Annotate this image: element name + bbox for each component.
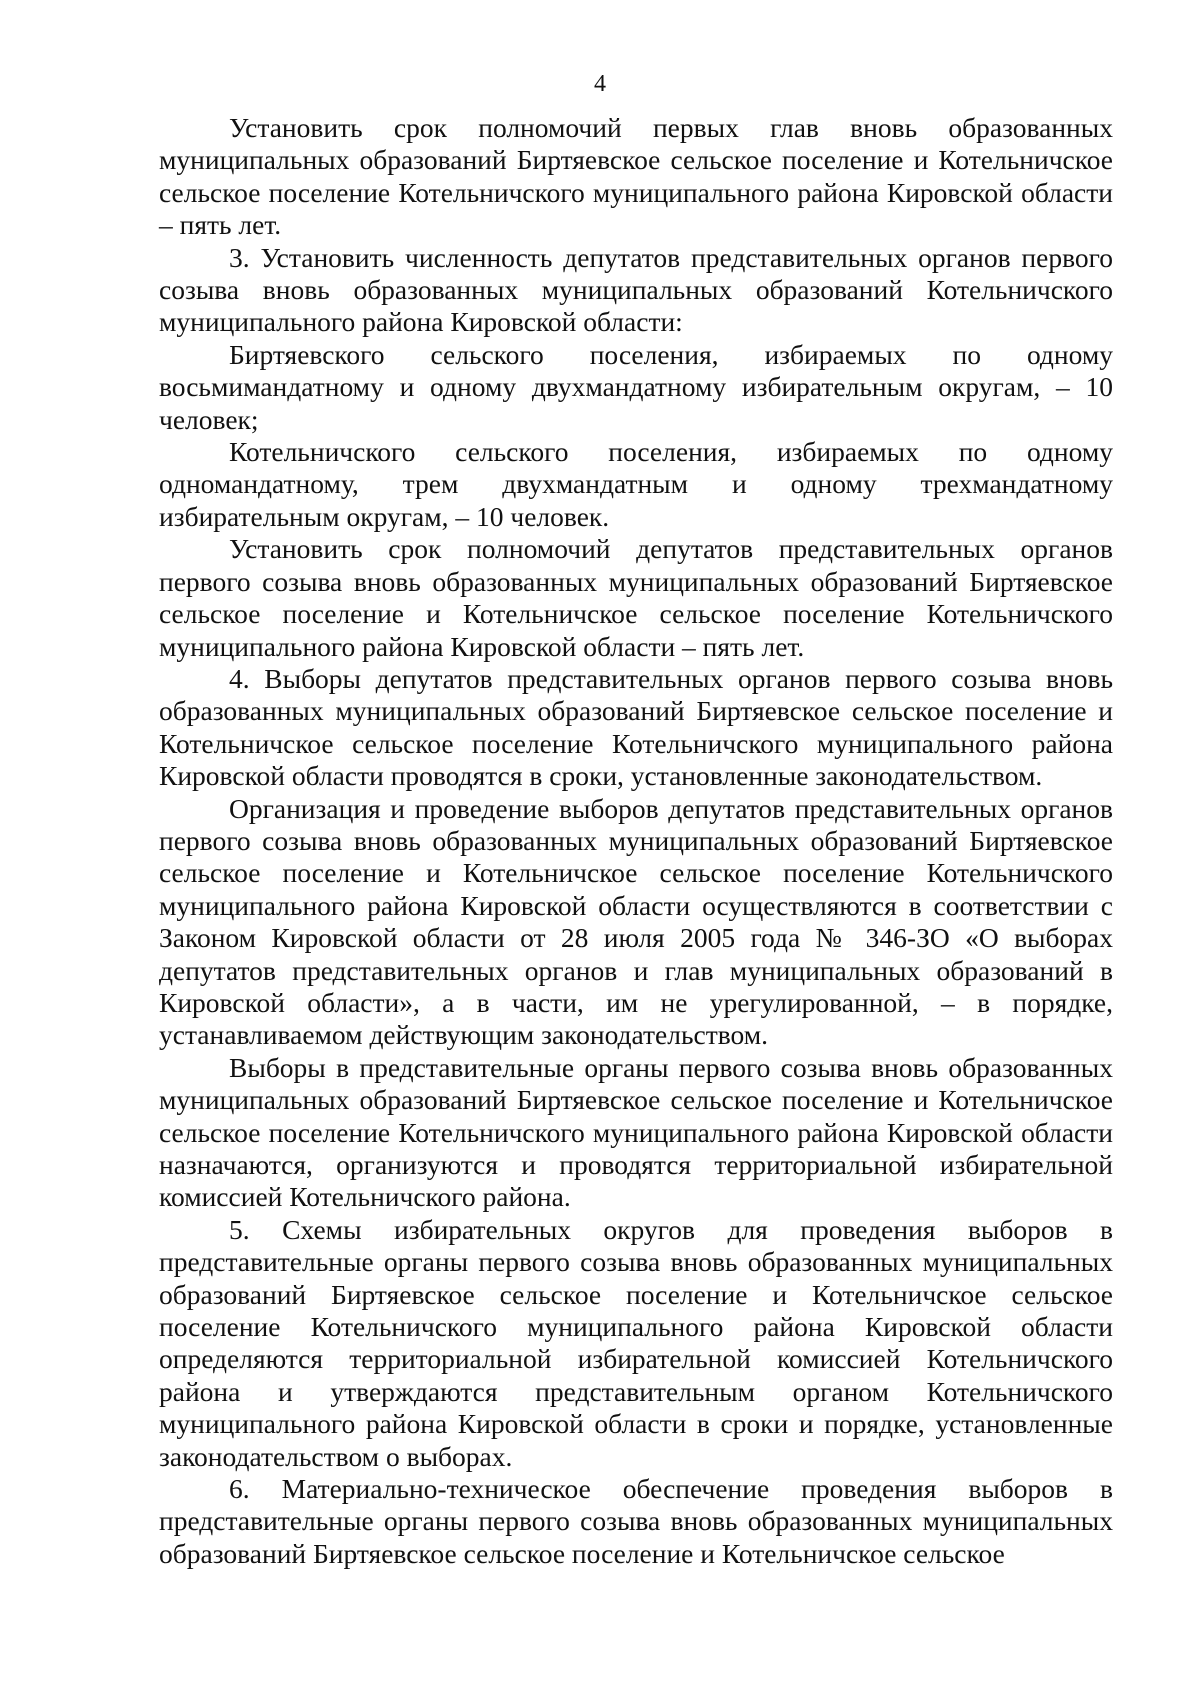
paragraph-3-deputies-count: 3. Установить численность депутатов представительных органов первого созыва вновь образованных муниципальных образований Котельничского муниципального района Кировской области:: [159, 241, 1113, 338]
paragraph-organization-of-elections: Организация и проведение выборов депутатов представительных органов первого созыва вновь образованных муниципальных образований Биртяевское сельское поселение и Котельничское сельское поселение Котельничского муниципального района Кировской области осуществляются в соответствии с Законом Кировской области от 28 июля 2005 года № 346-ЗО «О выборах депутатов представительных органов и глав муниципальных образований в Кировской области», а в части, им не урегулированной, – в порядке, устанавливаемом действующим законодательством.: [159, 792, 1113, 1051]
page-number: 4: [594, 71, 606, 97]
paragraph-elections-commission: Выборы в представительные органы первого созыва вновь образованных муниципальных образований Биртяевское сельское поселение и Котельничское сельское поселение Котельничского муниципального района Кировской области назначаются, организуются и проводятся территориальной избирательной комиссией Котельничского района.: [159, 1051, 1113, 1213]
paragraph-5-district-schemes: 5. Схемы избирательных округов для проведения выборов в представительные органы первого созыва вновь образованных муниципальных образований Биртяевское сельское поселение и Котельничское сельское поселение Котельничского муниципального района Кировской области определяются территориальной избирательной комиссией Котельничского района и утверждаются представительным органом Котельничского муниципального района Кировской области в сроки и порядке, установленные законодательством о выборах.: [159, 1213, 1113, 1472]
paragraph-term-of-deputies: Установить срок полномочий депутатов представительных органов первого созыва вновь образованных муниципальных образований Биртяевское сельское поселение и Котельничское сельское поселение Котельничского муниципального района Кировской области – пять лет.: [159, 533, 1113, 662]
paragraph-kotelnichskoe-deputies: Котельничского сельского поселения, избираемых по одному одномандатному, трем двухмандатным и одному трехмандатному избирательным округам, – 10 человек.: [159, 436, 1113, 532]
paragraph-4-elections: 4. Выборы депутатов представительных органов первого созыва вновь образованных муниципальных образований Биртяевское сельское поселение и Котельничское сельское поселение Котельничского муниципального района Кировской области проводятся в сроки, установленные законодательством.: [159, 662, 1113, 792]
paragraph-term-of-heads: Установить срок полномочий первых глав вновь образованных муниципальных образований Биртяевское сельское поселение и Котельничское сельское поселение Котельничского муниципального района Кировской области – пять лет.: [159, 112, 1113, 241]
document-body: [159, 112, 1113, 1570]
paragraph-birtyaevskoe-deputies: Биртяевского сельского поселения, избираемых по одному восьмимандатному и одному двухмандатному избирательным округам, – 10 человек;: [159, 338, 1113, 435]
paragraph-6-material-support: 6. Материально-техническое обеспечение проведения выборов в представительные органы первого созыва вновь образованных муниципальных образований Биртяевское сельское поселение и Котельничское сельское: [159, 1473, 1113, 1569]
